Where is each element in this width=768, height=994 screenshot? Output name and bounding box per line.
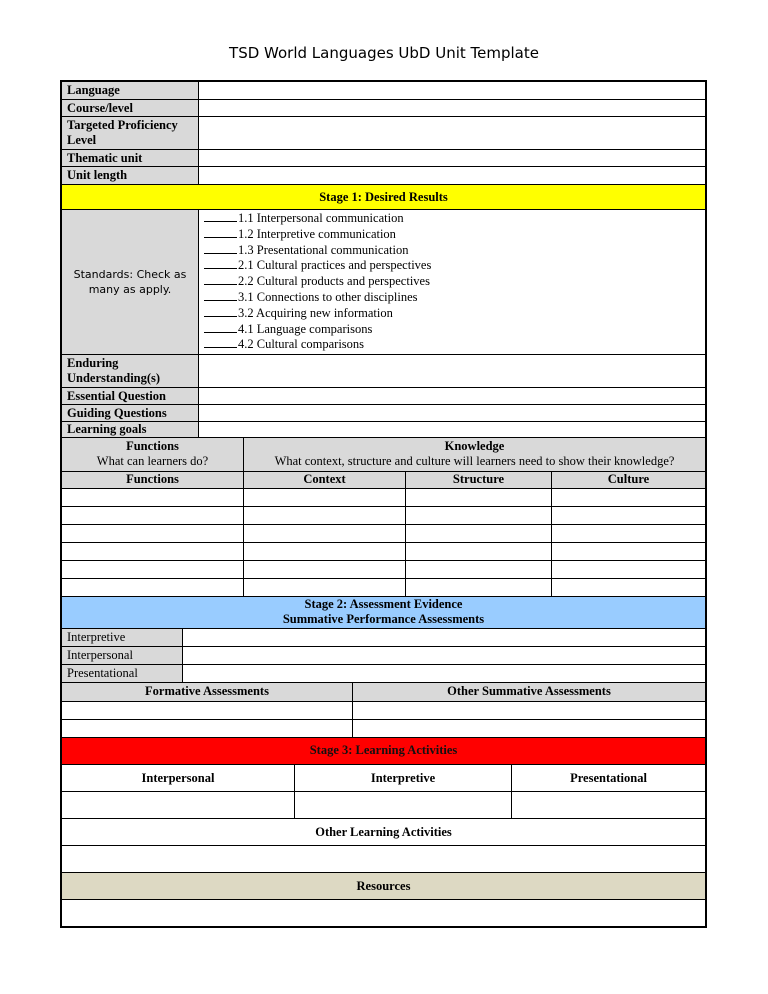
info-table: [61, 81, 706, 438]
grid-cell[interactable]: [406, 542, 552, 560]
guiding-questions-label: Guiding Questions: [62, 405, 199, 422]
table-row: [62, 524, 706, 542]
table-row: [62, 792, 706, 819]
functions-knowledge-table: [61, 438, 706, 597]
grid-cell[interactable]: [406, 506, 552, 524]
grid-cell[interactable]: [406, 578, 552, 596]
thematic-unit-field[interactable]: [199, 150, 706, 167]
unit-length-label: Unit length: [62, 167, 199, 185]
other-activities-field[interactable]: [62, 846, 706, 873]
interpretive-label: Interpretive: [62, 629, 183, 647]
language-label: Language: [62, 82, 199, 100]
grid-cell[interactable]: [244, 524, 406, 542]
unit-length-field[interactable]: [199, 167, 706, 185]
essential-question-label: Essential Question: [62, 388, 199, 405]
grid-cell[interactable]: [62, 506, 244, 524]
grid-cell[interactable]: [62, 488, 244, 506]
other-summative-cell[interactable]: [353, 701, 706, 719]
grid-cell[interactable]: [552, 542, 706, 560]
grid-cell[interactable]: [244, 578, 406, 596]
page-title: TSD World Languages UbD Unit Template: [229, 44, 539, 62]
standard-item[interactable]: 2.1 Cultural practices and perspectives: [204, 258, 700, 274]
course-level-field[interactable]: [199, 100, 706, 117]
grid-cell[interactable]: [552, 560, 706, 578]
enduring-understandings-field[interactable]: [199, 355, 706, 388]
presentational-activity[interactable]: [512, 792, 706, 819]
enduring-understandings-label: Enduring Understanding(s): [62, 355, 199, 388]
grid-cell[interactable]: [552, 488, 706, 506]
standard-item[interactable]: 1.3 Presentational communication: [204, 243, 700, 259]
thematic-unit-label: Thematic unit: [62, 150, 199, 167]
proficiency-level-field[interactable]: [199, 117, 706, 150]
check-blank[interactable]: [204, 322, 237, 333]
grid-cell[interactable]: [62, 578, 244, 596]
table-row: [62, 719, 706, 737]
grid-header-context: Context: [244, 471, 406, 488]
guiding-questions-field[interactable]: [199, 405, 706, 422]
standard-item[interactable]: 4.2 Cultural comparisons: [204, 337, 700, 353]
grid-cell[interactable]: [62, 524, 244, 542]
grid-cell[interactable]: [244, 488, 406, 506]
assessments-table: [61, 683, 706, 738]
standard-item[interactable]: 1.2 Interpretive communication: [204, 227, 700, 243]
grid-cell[interactable]: [406, 488, 552, 506]
interpersonal-activity[interactable]: [62, 792, 295, 819]
formative-header: Formative Assessments: [62, 683, 353, 701]
stage3-table: [61, 738, 706, 928]
check-blank[interactable]: [204, 290, 237, 301]
other-summative-header: Other Summative Assessments: [353, 683, 706, 701]
grid-cell[interactable]: [552, 506, 706, 524]
interpretive-header: Interpretive: [295, 765, 512, 792]
learning-goals-label: Learning goals: [62, 422, 199, 438]
interpersonal-header: Interpersonal: [62, 765, 295, 792]
stage2-table: [61, 597, 706, 684]
formative-cell[interactable]: [62, 701, 353, 719]
grid-header-culture: Culture: [552, 471, 706, 488]
standards-list: [199, 210, 706, 355]
grid-cell[interactable]: [406, 560, 552, 578]
interpersonal-label: Interpersonal: [62, 647, 183, 665]
table-row: [62, 506, 706, 524]
check-blank[interactable]: [204, 337, 237, 348]
other-summative-cell[interactable]: [353, 719, 706, 737]
standard-item[interactable]: 4.1 Language comparisons: [204, 322, 700, 338]
grid-header-functions: Functions: [62, 471, 244, 488]
grid-cell[interactable]: [552, 524, 706, 542]
grid-cell[interactable]: [244, 506, 406, 524]
stage2-heading: Stage 2: Assessment Evidence Summative Performance Assessments: [62, 597, 706, 629]
interpersonal-field[interactable]: [183, 647, 706, 665]
check-blank[interactable]: [204, 211, 237, 222]
presentational-header: Presentational: [512, 765, 706, 792]
grid-cell[interactable]: [62, 542, 244, 560]
table-row: [62, 560, 706, 578]
check-blank[interactable]: [204, 243, 237, 254]
presentational-field[interactable]: [183, 665, 706, 683]
grid-cell[interactable]: [244, 560, 406, 578]
course-level-label: Course/level: [62, 100, 199, 117]
check-blank[interactable]: [204, 306, 237, 317]
other-activities-header: Other Learning Activities: [62, 819, 706, 846]
knowledge-header: Knowledge What context, structure and culture will learners need to show their knowledge?: [244, 438, 706, 471]
table-row: [62, 542, 706, 560]
standards-label: Standards: Check as many as apply.: [62, 210, 199, 355]
standard-item[interactable]: 1.1 Interpersonal communication: [204, 211, 700, 227]
language-field[interactable]: [199, 82, 706, 100]
check-blank[interactable]: [204, 227, 237, 238]
standard-item[interactable]: 2.2 Cultural products and perspectives: [204, 274, 700, 290]
check-blank[interactable]: [204, 258, 237, 269]
proficiency-level-label: Targeted Proficiency Level: [62, 117, 199, 150]
functions-header: Functions What can learners do?: [62, 438, 244, 471]
grid-cell[interactable]: [406, 524, 552, 542]
table-row: [62, 578, 706, 596]
stage1-heading: Stage 1: Desired Results: [62, 185, 706, 210]
grid-cell[interactable]: [62, 560, 244, 578]
grid-cell[interactable]: [244, 542, 406, 560]
check-blank[interactable]: [204, 274, 237, 285]
essential-question-field[interactable]: [199, 388, 706, 405]
standard-item[interactable]: 3.2 Acquiring new information: [204, 306, 700, 322]
formative-cell[interactable]: [62, 719, 353, 737]
standard-item[interactable]: 3.1 Connections to other disciplines: [204, 290, 700, 306]
grid-header-structure: Structure: [406, 471, 552, 488]
unit-template: [60, 80, 707, 928]
table-row: [62, 488, 706, 506]
resources-field[interactable]: [62, 900, 706, 927]
stage3-heading: Stage 3: Learning Activities: [62, 738, 706, 765]
presentational-label: Presentational: [62, 665, 183, 683]
interpretive-field[interactable]: [183, 629, 706, 647]
table-row: [62, 701, 706, 719]
grid-cell[interactable]: [552, 578, 706, 596]
learning-goals-field[interactable]: [199, 422, 706, 438]
resources-header: Resources: [62, 873, 706, 900]
interpretive-activity[interactable]: [295, 792, 512, 819]
